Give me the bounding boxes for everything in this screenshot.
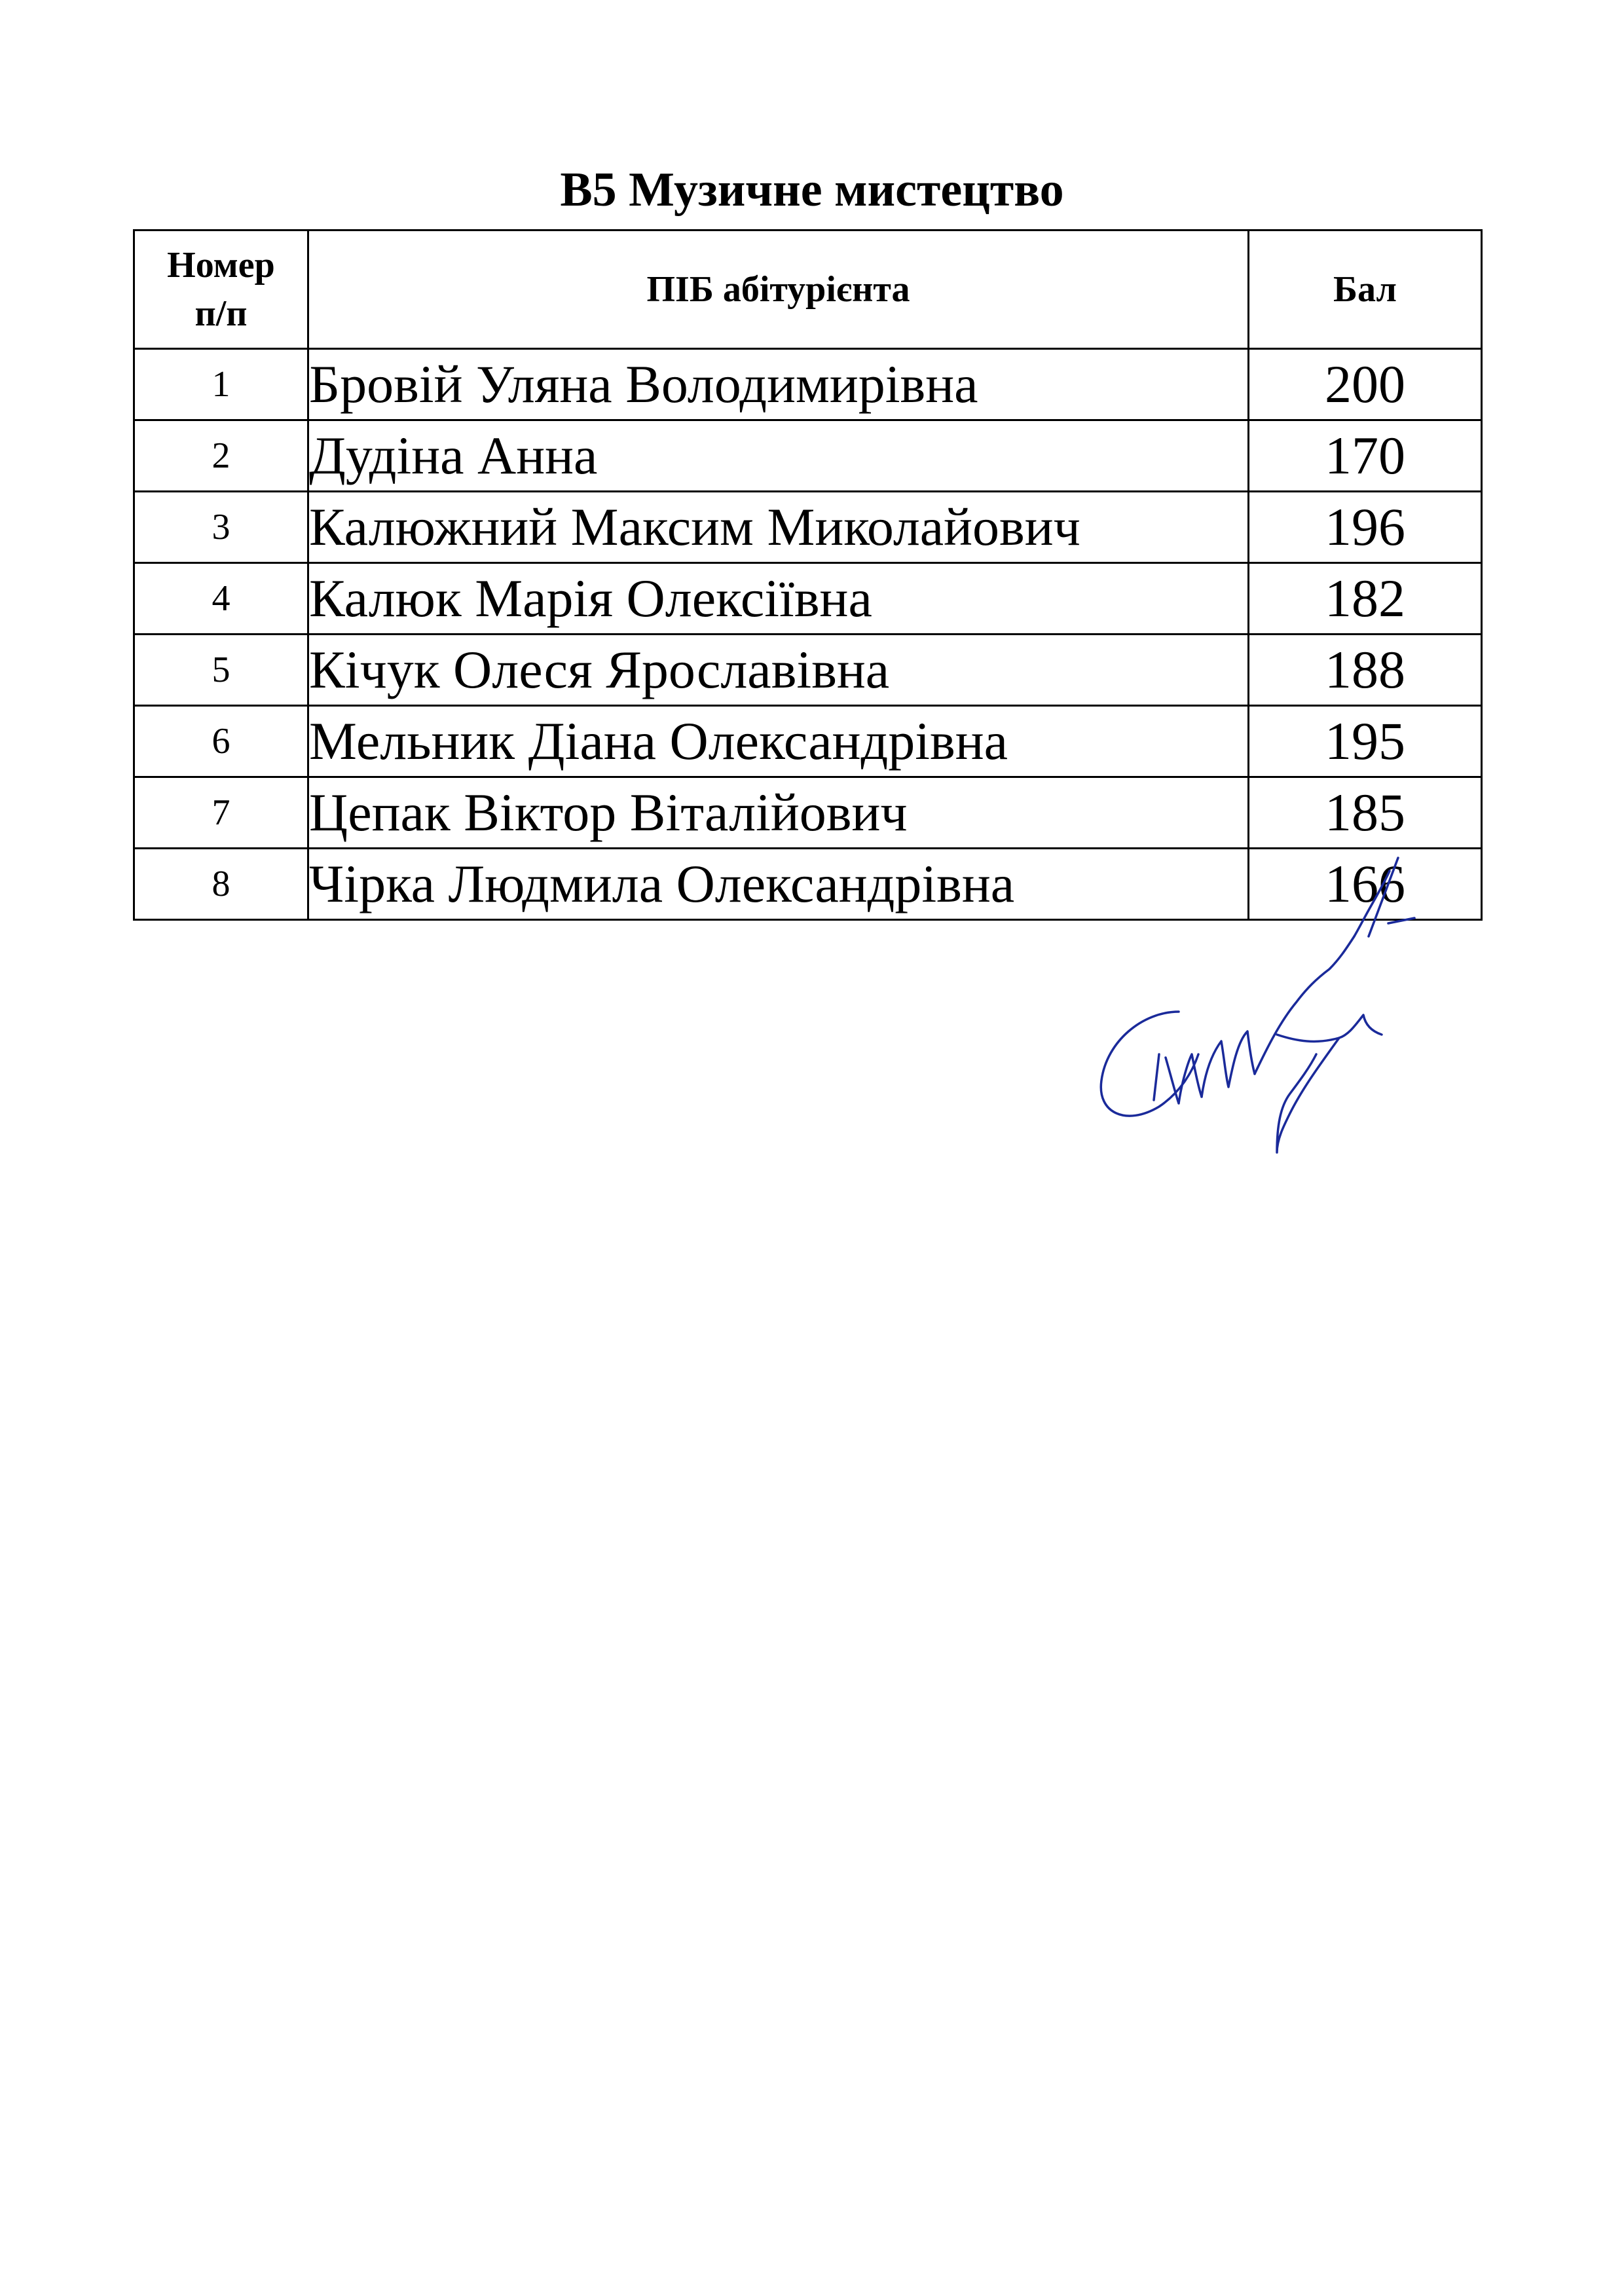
applicant-name: Чірка Людмила Олександрівна (308, 849, 1249, 920)
applicant-name: Мельник Діана Олександрівна (308, 706, 1249, 777)
row-number: 5 (134, 635, 308, 706)
applicant-score: 182 (1249, 563, 1482, 635)
table-row (134, 420, 1482, 492)
header-name: ПІБ абітурієнта (308, 230, 1249, 349)
table-row (134, 706, 1482, 777)
applicant-score: 166 (1249, 849, 1482, 920)
header-number (134, 230, 308, 349)
applicant-name: Калюк Марія Олексіївна (308, 563, 1249, 635)
row-number: 8 (134, 849, 308, 920)
results-table (133, 229, 1483, 921)
applicant-score: 188 (1249, 635, 1482, 706)
applicant-name: Бровій Уляна Володимирівна (308, 349, 1249, 420)
handwritten-signature (1080, 845, 1447, 1159)
row-number: 4 (134, 563, 308, 635)
applicant-name: Калюжний Максим Миколайович (308, 492, 1249, 563)
table-row (134, 492, 1482, 563)
row-number: 1 (134, 349, 308, 420)
applicant-score: 200 (1249, 349, 1482, 420)
row-number: 6 (134, 706, 308, 777)
applicant-score: 195 (1249, 706, 1482, 777)
row-number: 7 (134, 777, 308, 849)
table-row (134, 563, 1482, 635)
header-number-line1: Номер (167, 245, 275, 286)
page-title: В5 Музичне мистецтво (560, 163, 1064, 217)
applicant-name: Цепак Віктор Віталійович (308, 777, 1249, 849)
table-row (134, 349, 1482, 420)
applicant-name: Дудіна Анна (308, 420, 1249, 492)
table-header-row (134, 230, 1482, 349)
applicant-name: Кічук Олеся Ярославівна (308, 635, 1249, 706)
applicant-score: 196 (1249, 492, 1482, 563)
row-number: 3 (134, 492, 308, 563)
row-number: 2 (134, 420, 308, 492)
table-row (134, 777, 1482, 849)
table-row (134, 635, 1482, 706)
header-score: Бал (1249, 230, 1482, 349)
applicant-score: 185 (1249, 777, 1482, 849)
applicant-score: 170 (1249, 420, 1482, 492)
header-number-line2: п/п (194, 293, 248, 334)
